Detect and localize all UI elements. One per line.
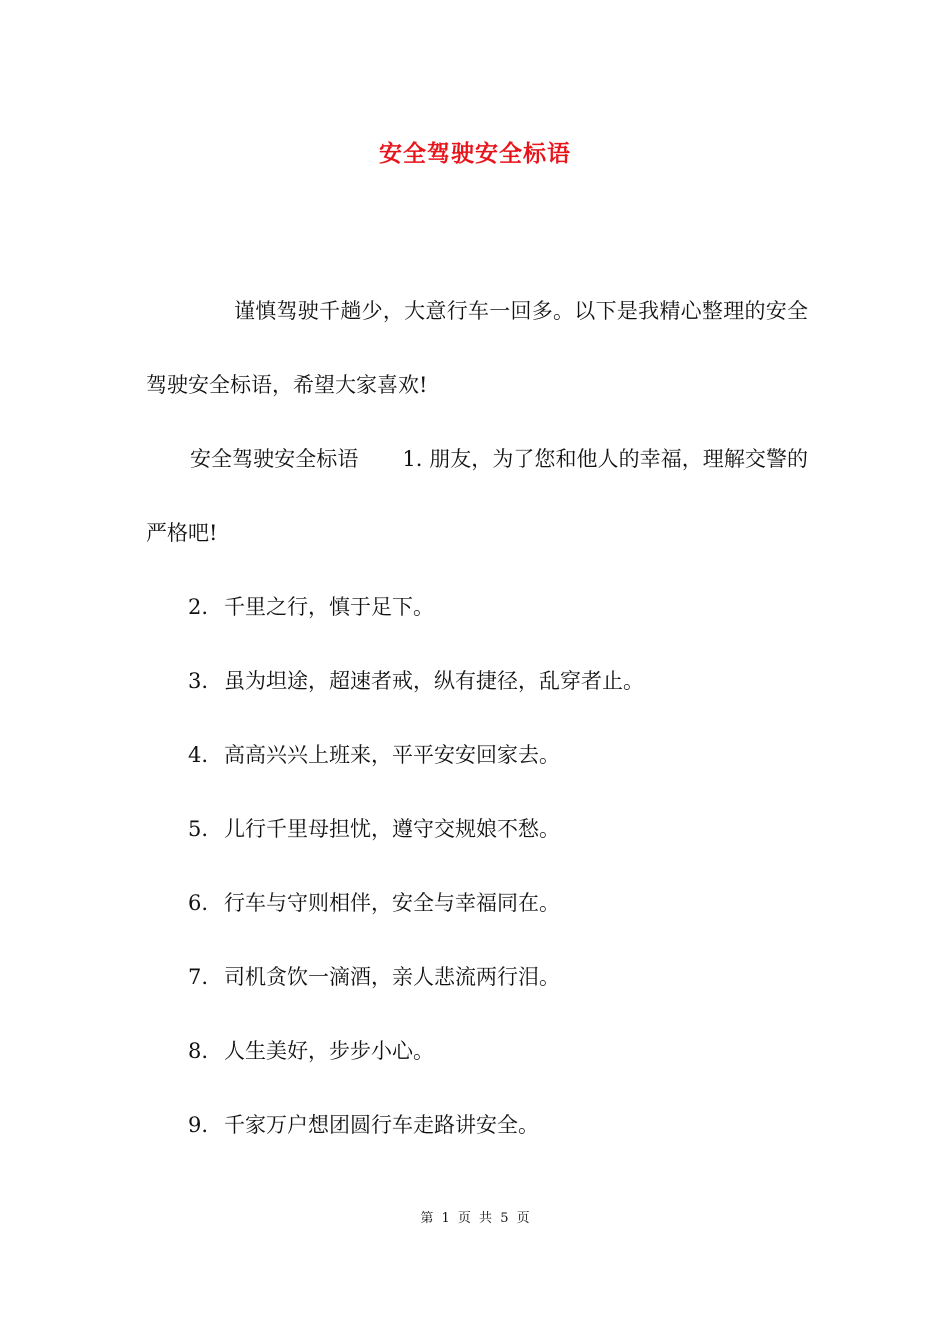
section-heading: 安全驾驶安全标语 — [190, 447, 359, 471]
item-number: 4. — [188, 743, 209, 767]
list-item — [146, 1088, 808, 1162]
item-text: 虽为坦途，超速者戒，纵有捷径，乱穿者止。 — [224, 669, 644, 693]
item-number: 8. — [188, 1039, 209, 1063]
list-item — [146, 866, 808, 940]
document-title: 安全驾驶安全标语 — [379, 140, 571, 167]
item-number: 2. — [188, 595, 209, 619]
item-number: 9. — [188, 1113, 209, 1137]
document-body — [146, 274, 808, 1162]
first-item-paragraph — [146, 422, 808, 570]
item-text: 千家万户想团圆行车走路讲安全。 — [224, 1113, 539, 1137]
list-item — [146, 644, 808, 718]
item-text: 朋友，为了您和他人的幸福，理解交警的严格吧! — [146, 447, 808, 545]
list-item — [146, 940, 808, 1014]
page-footer: 第 1 页 共 5 页 — [420, 1211, 530, 1226]
item-number: 7. — [188, 965, 209, 989]
list-item — [146, 718, 808, 792]
list-item — [146, 570, 808, 644]
item-text: 司机贪饮一滴酒，亲人悲流两行泪。 — [224, 965, 560, 989]
item-number: 1. — [402, 447, 423, 471]
item-text: 千里之行，慎于足下。 — [224, 595, 434, 619]
list-item — [146, 1014, 808, 1088]
list-item — [146, 792, 808, 866]
item-text: 行车与守则相伴，安全与幸福同在。 — [224, 891, 560, 915]
item-text: 儿行千里母担忧，遵守交规娘不愁。 — [224, 817, 560, 841]
item-text: 人生美好，步步小心。 — [224, 1039, 434, 1063]
item-number: 3. — [188, 669, 209, 693]
intro-paragraph: 谨慎驾驶千趟少，大意行车一回多。以下是我精心整理的安全驾驶安全标语，希望大家喜欢! — [146, 299, 808, 397]
item-text: 高高兴兴上班来，平平安安回家去。 — [224, 743, 560, 767]
item-number: 6. — [188, 891, 209, 915]
item-number: 5. — [188, 817, 209, 841]
